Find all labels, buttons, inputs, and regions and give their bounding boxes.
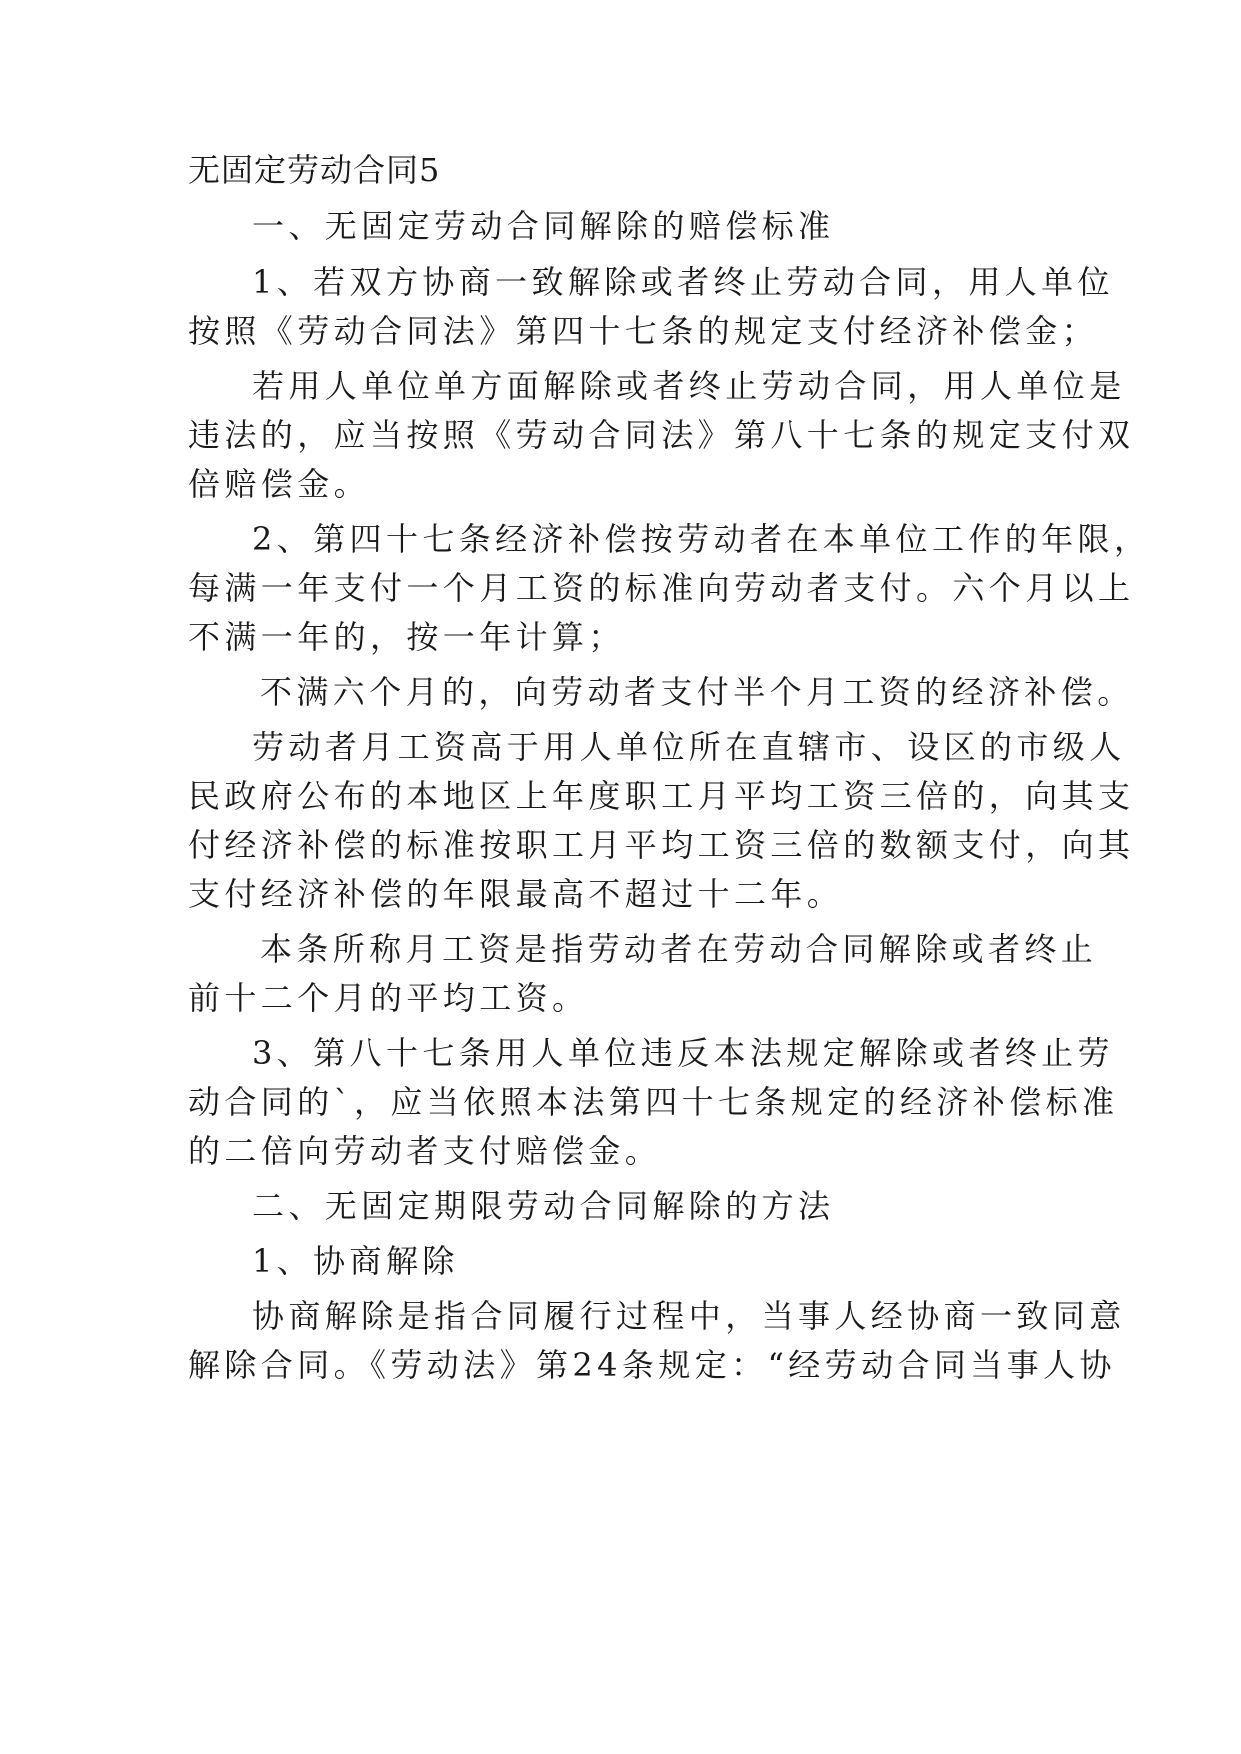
paragraph-line: 本条所称月工资是指劳动者在劳动合同解除或者终止 <box>260 930 1098 968</box>
paragraph-line: 付经济补偿的标准按职工月平均工资三倍的数额支付，向其 <box>188 826 1135 864</box>
paragraph-line: 2、第四十七条经济补偿按劳动者在本单位工作的年限， <box>252 520 1151 558</box>
paragraph-line: 不满六个月的，向劳动者支付半个月工资的经济补偿。 <box>260 673 1134 711</box>
paragraph-line: 按照《劳动合同法》第四十七条的规定支付经济补偿金； <box>188 312 1099 350</box>
paragraph-line: 劳动者月工资高于用人单位所在直辖市、设区的市级人 <box>252 728 1126 766</box>
paragraph-line: 1、若双方协商一致解除或者终止劳动合同，用人单位 <box>252 263 1114 301</box>
section-heading-2: 二、无固定期限劳动合同解除的方法 <box>252 1187 835 1225</box>
subsection-heading: 1、协商解除 <box>252 1242 459 1280</box>
paragraph-line: 若用人单位单方面解除或者终止劳动合同，用人单位是 <box>252 367 1126 405</box>
section-heading-1: 一、无固定劳动合同解除的赔偿标准 <box>252 207 835 245</box>
paragraph-line: 支付经济补偿的年限最高不超过十二年。 <box>188 875 844 913</box>
paragraph-line: 每满一年支付一个月工资的标准向劳动者支付。六个月以上 <box>188 569 1135 607</box>
paragraph-line: 解除合同。《劳动法》第24条规定：“经劳动合同当事人协 <box>188 1346 1116 1384</box>
paragraph-line: 倍赔偿金。 <box>188 465 371 503</box>
paragraph-line: 前十二个月的平均工资。 <box>188 979 589 1017</box>
paragraph-line: 不满一年的，按一年计算； <box>188 618 625 656</box>
paragraph-line: 违法的，应当按照《劳动合同法》第八十七条的规定支付双 <box>188 416 1135 454</box>
paragraph-line: 动合同的`，应当依照本法第四十七条规定的经济补偿标准 <box>188 1083 1119 1121</box>
paragraph-line: 的二倍向劳动者支付赔偿金。 <box>188 1132 662 1170</box>
document-title: 无固定劳动合同5 <box>188 151 441 189</box>
paragraph-line: 3、第八十七条用人单位违反本法规定解除或者终止劳 <box>252 1034 1114 1072</box>
paragraph-line: 民政府公布的本地区上年度职工月平均工资三倍的，向其支 <box>188 777 1135 815</box>
paragraph-line: 协商解除是指合同履行过程中，当事人经协商一致同意 <box>252 1297 1126 1335</box>
